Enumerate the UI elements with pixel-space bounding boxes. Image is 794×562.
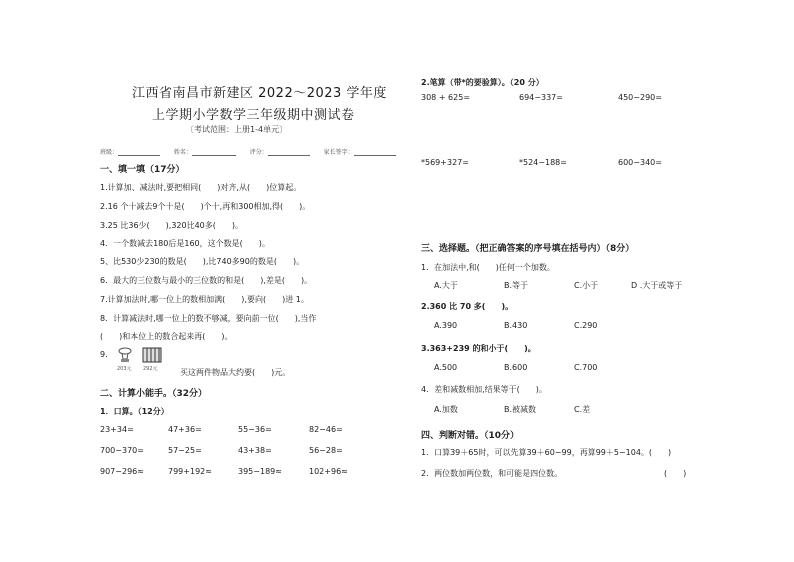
choice-option[interactable]: A.加数 <box>434 405 458 414</box>
oral-calc-title: 1．口算。（12分） <box>100 407 169 416</box>
oral-item: 56−28= <box>309 446 343 455</box>
score-label: 评分： <box>249 149 268 156</box>
choice-option[interactable]: A.500 <box>434 363 458 372</box>
choice-option[interactable]: C.差 <box>574 405 591 414</box>
choice-option[interactable]: B.430 <box>504 321 528 330</box>
accordion-item-icon <box>142 347 162 363</box>
oral-item: 102+96≈ <box>309 467 348 476</box>
parent-signature-field[interactable] <box>354 148 396 156</box>
fill-q1: 1.计算加、减法时,要把相同( )对齐,从( )位算起。 <box>100 183 302 192</box>
item2-price: 292元 <box>143 366 158 372</box>
choice-option[interactable]: C.700 <box>574 363 598 372</box>
fill-q8-line1: 8．计算减法时,哪一位上的数不够减，要向前一位( ),当作 <box>100 314 317 323</box>
class-label: 班级： <box>100 149 119 156</box>
parent-signature-label: 家长签字： <box>323 149 354 156</box>
judge-q2-answer-paren[interactable]: ( ) <box>664 469 687 478</box>
section1-title: 一、填一填（17分） <box>100 165 185 175</box>
choice-q2: 2.360 比 70 多( )。 <box>421 302 514 311</box>
item1-price: 203元 <box>117 366 132 372</box>
oral-item: 55−36= <box>238 425 272 434</box>
choice-option[interactable]: B.等于 <box>504 281 529 290</box>
fill-q5: 5、比530少230的数是( ),比740多90的数是( )。 <box>100 257 305 266</box>
choice-q1: 1．在加法中,和( )任何一个加数。 <box>421 263 555 272</box>
fill-q7: 7.计算加法时,哪一位上的数相加满( ),要向( )进 1。 <box>100 295 309 304</box>
oral-item: 799+192≈ <box>168 467 212 476</box>
name-field[interactable] <box>192 148 236 156</box>
judge-q1: 1．口算39＋65时，可以先算39＋60−99，再算99＋5−104。( ) <box>421 448 672 457</box>
oral-item: 907−296≈ <box>100 467 144 476</box>
oral-item: 82−46= <box>309 425 343 434</box>
exam-title-line1: 江西省南昌市新建区 2022～2023 学年度 <box>132 86 387 101</box>
written-calc-title: 2.笔算（带*的要验算）。（20 分） <box>421 78 544 87</box>
name-label: 姓名： <box>173 149 192 156</box>
fill-q6: 6．最大的三位数与最小的三位数的和是( ),差是( )。 <box>100 276 313 285</box>
choice-q4: 4．差和减数相加,结果等于( )。 <box>421 385 547 394</box>
fill-q4: 4．一个数减去180后是160，这个数是( )。 <box>100 239 270 248</box>
choice-option[interactable]: C.290 <box>574 321 598 330</box>
student-info-line <box>100 147 396 156</box>
section4-title: 四、判断对错。（10分） <box>421 431 520 441</box>
oral-item: 700−370= <box>100 446 144 455</box>
class-field[interactable] <box>118 148 160 156</box>
choice-option[interactable]: A.390 <box>434 321 458 330</box>
choice-q3: 3.363+239 的和小于( )。 <box>421 344 536 353</box>
written-item: 600−340= <box>618 158 662 167</box>
written-item: 308 + 625= <box>421 93 471 102</box>
written-item: *569+327= <box>421 158 469 167</box>
exam-scope: 〔考试范围：上册1-4单元〕 <box>186 125 288 134</box>
oral-item: 43+38= <box>238 446 272 455</box>
fill-q9-text: 买这两件物品大约要( )元。 <box>180 368 291 377</box>
choice-option[interactable]: A.大于 <box>434 281 458 290</box>
judge-q2: 2．两位数加两位数，和可能是四位数。 <box>421 469 563 478</box>
written-item: 694−337= <box>519 93 563 102</box>
section3-title: 三、选择题。（把正确答案的序号填在括号内）（8分） <box>421 244 635 254</box>
fill-q9-number: 9. <box>100 350 108 359</box>
scale-item-icon <box>116 347 134 363</box>
choice-option[interactable]: B.600 <box>504 363 528 372</box>
score-field[interactable] <box>268 148 310 156</box>
exam-title-line2: 上学期小学数学三年级期中测试卷 <box>152 108 355 123</box>
section2-title: 二、计算小能手。（32分） <box>100 389 208 399</box>
choice-option[interactable]: B.被减数 <box>504 405 537 414</box>
fill-q2: 2.16 个十减去9个十是( )个十,再和300相加,得( )。 <box>100 202 311 211</box>
written-item: *524−188= <box>519 158 567 167</box>
oral-item: 47+36= <box>168 425 202 434</box>
oral-item: 395−189≈ <box>238 467 282 476</box>
written-item: 450−290= <box>618 93 662 102</box>
choice-option[interactable]: D .大于或等于 <box>631 281 683 290</box>
oral-item: 57−25= <box>168 446 202 455</box>
choice-option[interactable]: C.小于 <box>574 281 599 290</box>
fill-q3: 3.25 比36少( ),320比40多( )。 <box>100 221 244 230</box>
oral-item: 23+34= <box>100 425 134 434</box>
fill-q8-line2: ( )和本位上的数合起来再( )。 <box>100 332 233 341</box>
